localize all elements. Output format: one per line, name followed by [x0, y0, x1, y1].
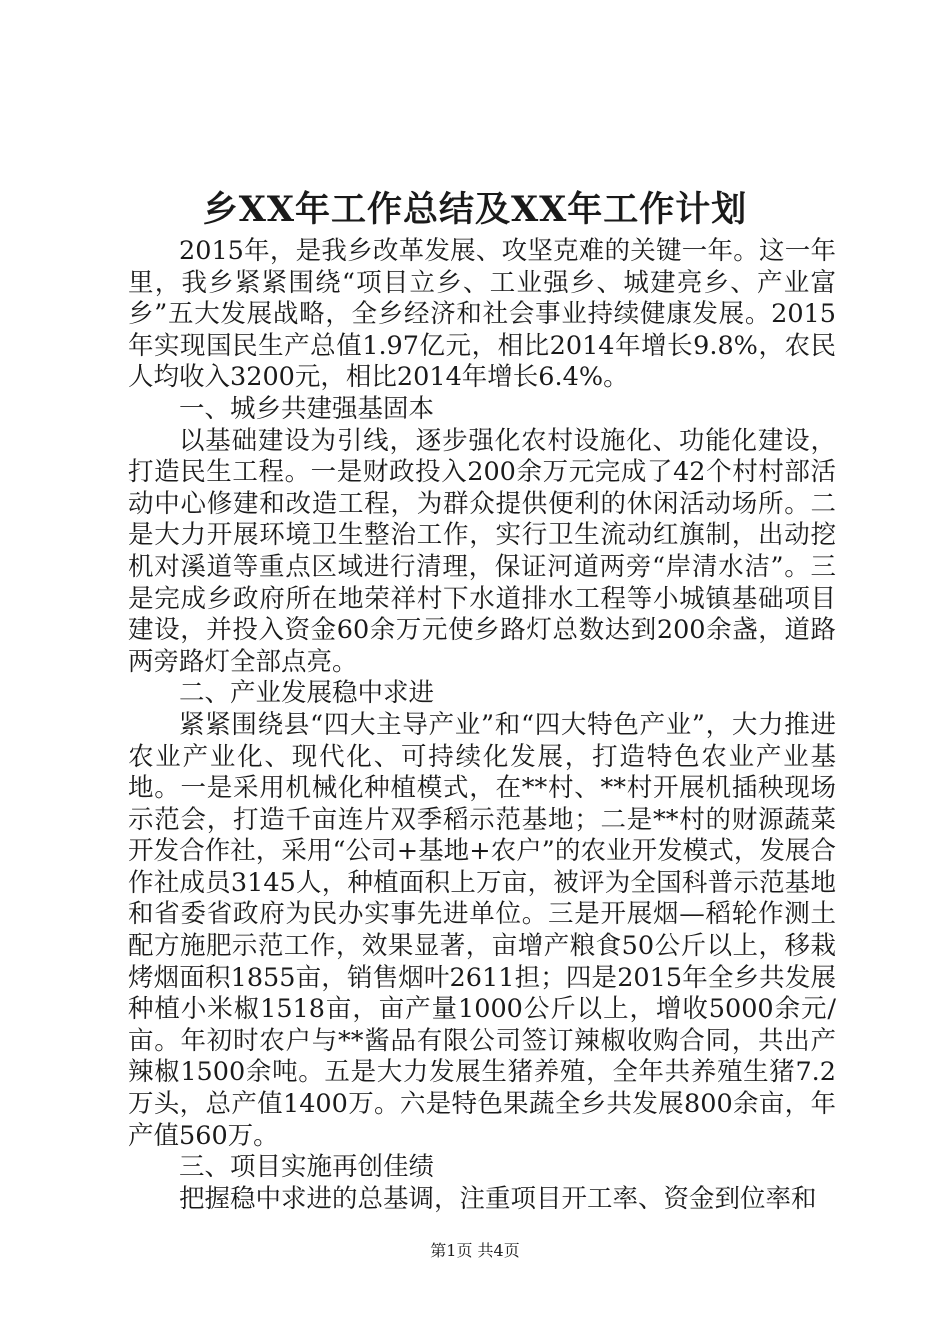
section-heading-2: 二、产业发展稳中求进 [179, 678, 435, 709]
document-body [128, 236, 836, 1215]
section-paragraph-1: 以基础建设为引线，逐步强化农村设施化、功能化建设，打造民生工程。一是财政投入200余万元完成了42个村村部活动中心修建和改造工程，为群众提供便利的休闲活动场所。二是大力开展环境卫生整治工作，实行卫生流动红旗制，出动挖机对溪道等重点区域进行清理，保证河道两旁“岸清水洁”。三是完成乡政府所在地荣祥村下水道排水工程等小城镇基础项目建设，并投入资金60余万元使乡路灯总数达到200余盏，道路两旁路灯全部点亮。 [128, 425, 836, 677]
document-title: 乡XX年工作总结及XX年工作计划 [202, 189, 748, 230]
section-paragraph-2: 紧紧围绕县“四大主导产业”和“四大特色产业”，大力推进农业产业化、现代化、可持续化发展，打造特色农业产业基地。一是采用机械化种植模式，在**村、**村开展机插秧现场示范会，打造千亩连片双季稻示范基地；二是**村的财源蔬菜开发合作社，采用“公司+基地+农户”的农业开发模式，发展合作社成员3145人，种植面积上万亩，被评为全国科普示范基地和省委省政府为民办实事先进单位。三是开展烟—稻轮作测土配方施肥示范工作，效果显著，亩增产粮食50公斤以上，移栽烤烟面积1855亩，销售烟叶2611担；四是2015年全乡共发展种植小米椒1518亩，亩产量1000公斤以上，增收5000余元/亩。年初时农户与**酱品有限公司签订辣椒收购合同，共出产辣椒1500余吨。五是大力发展生猪养殖，全年共养殖生猪7.2万头，总产值1400万。六是特色果蔬全乡共发展800余亩，年产值560万。 [128, 709, 836, 1151]
section-heading-1: 一、城乡共建强基固本 [179, 393, 435, 424]
intro-paragraph: 2015年，是我乡改革发展、攻坚克难的关键一年。这一年里，我乡紧紧围绕“项目立乡、工业强乡、城建亮乡、产业富乡”五大发展战略，全乡经济和社会事业持续健康发展。2015年实现国民生产总值1.97亿元，相比2014年增长9.8%，农民人均收入3200元，相比2014年增长6.4%。 [128, 236, 836, 393]
section-paragraph-3: 把握稳中求进的总基调，注重项目开工率、资金到位率和 [179, 1183, 817, 1214]
section-heading-3: 三、项目实施再创佳绩 [179, 1152, 435, 1183]
page-footer: 第1页 共4页 [430, 1241, 520, 1260]
